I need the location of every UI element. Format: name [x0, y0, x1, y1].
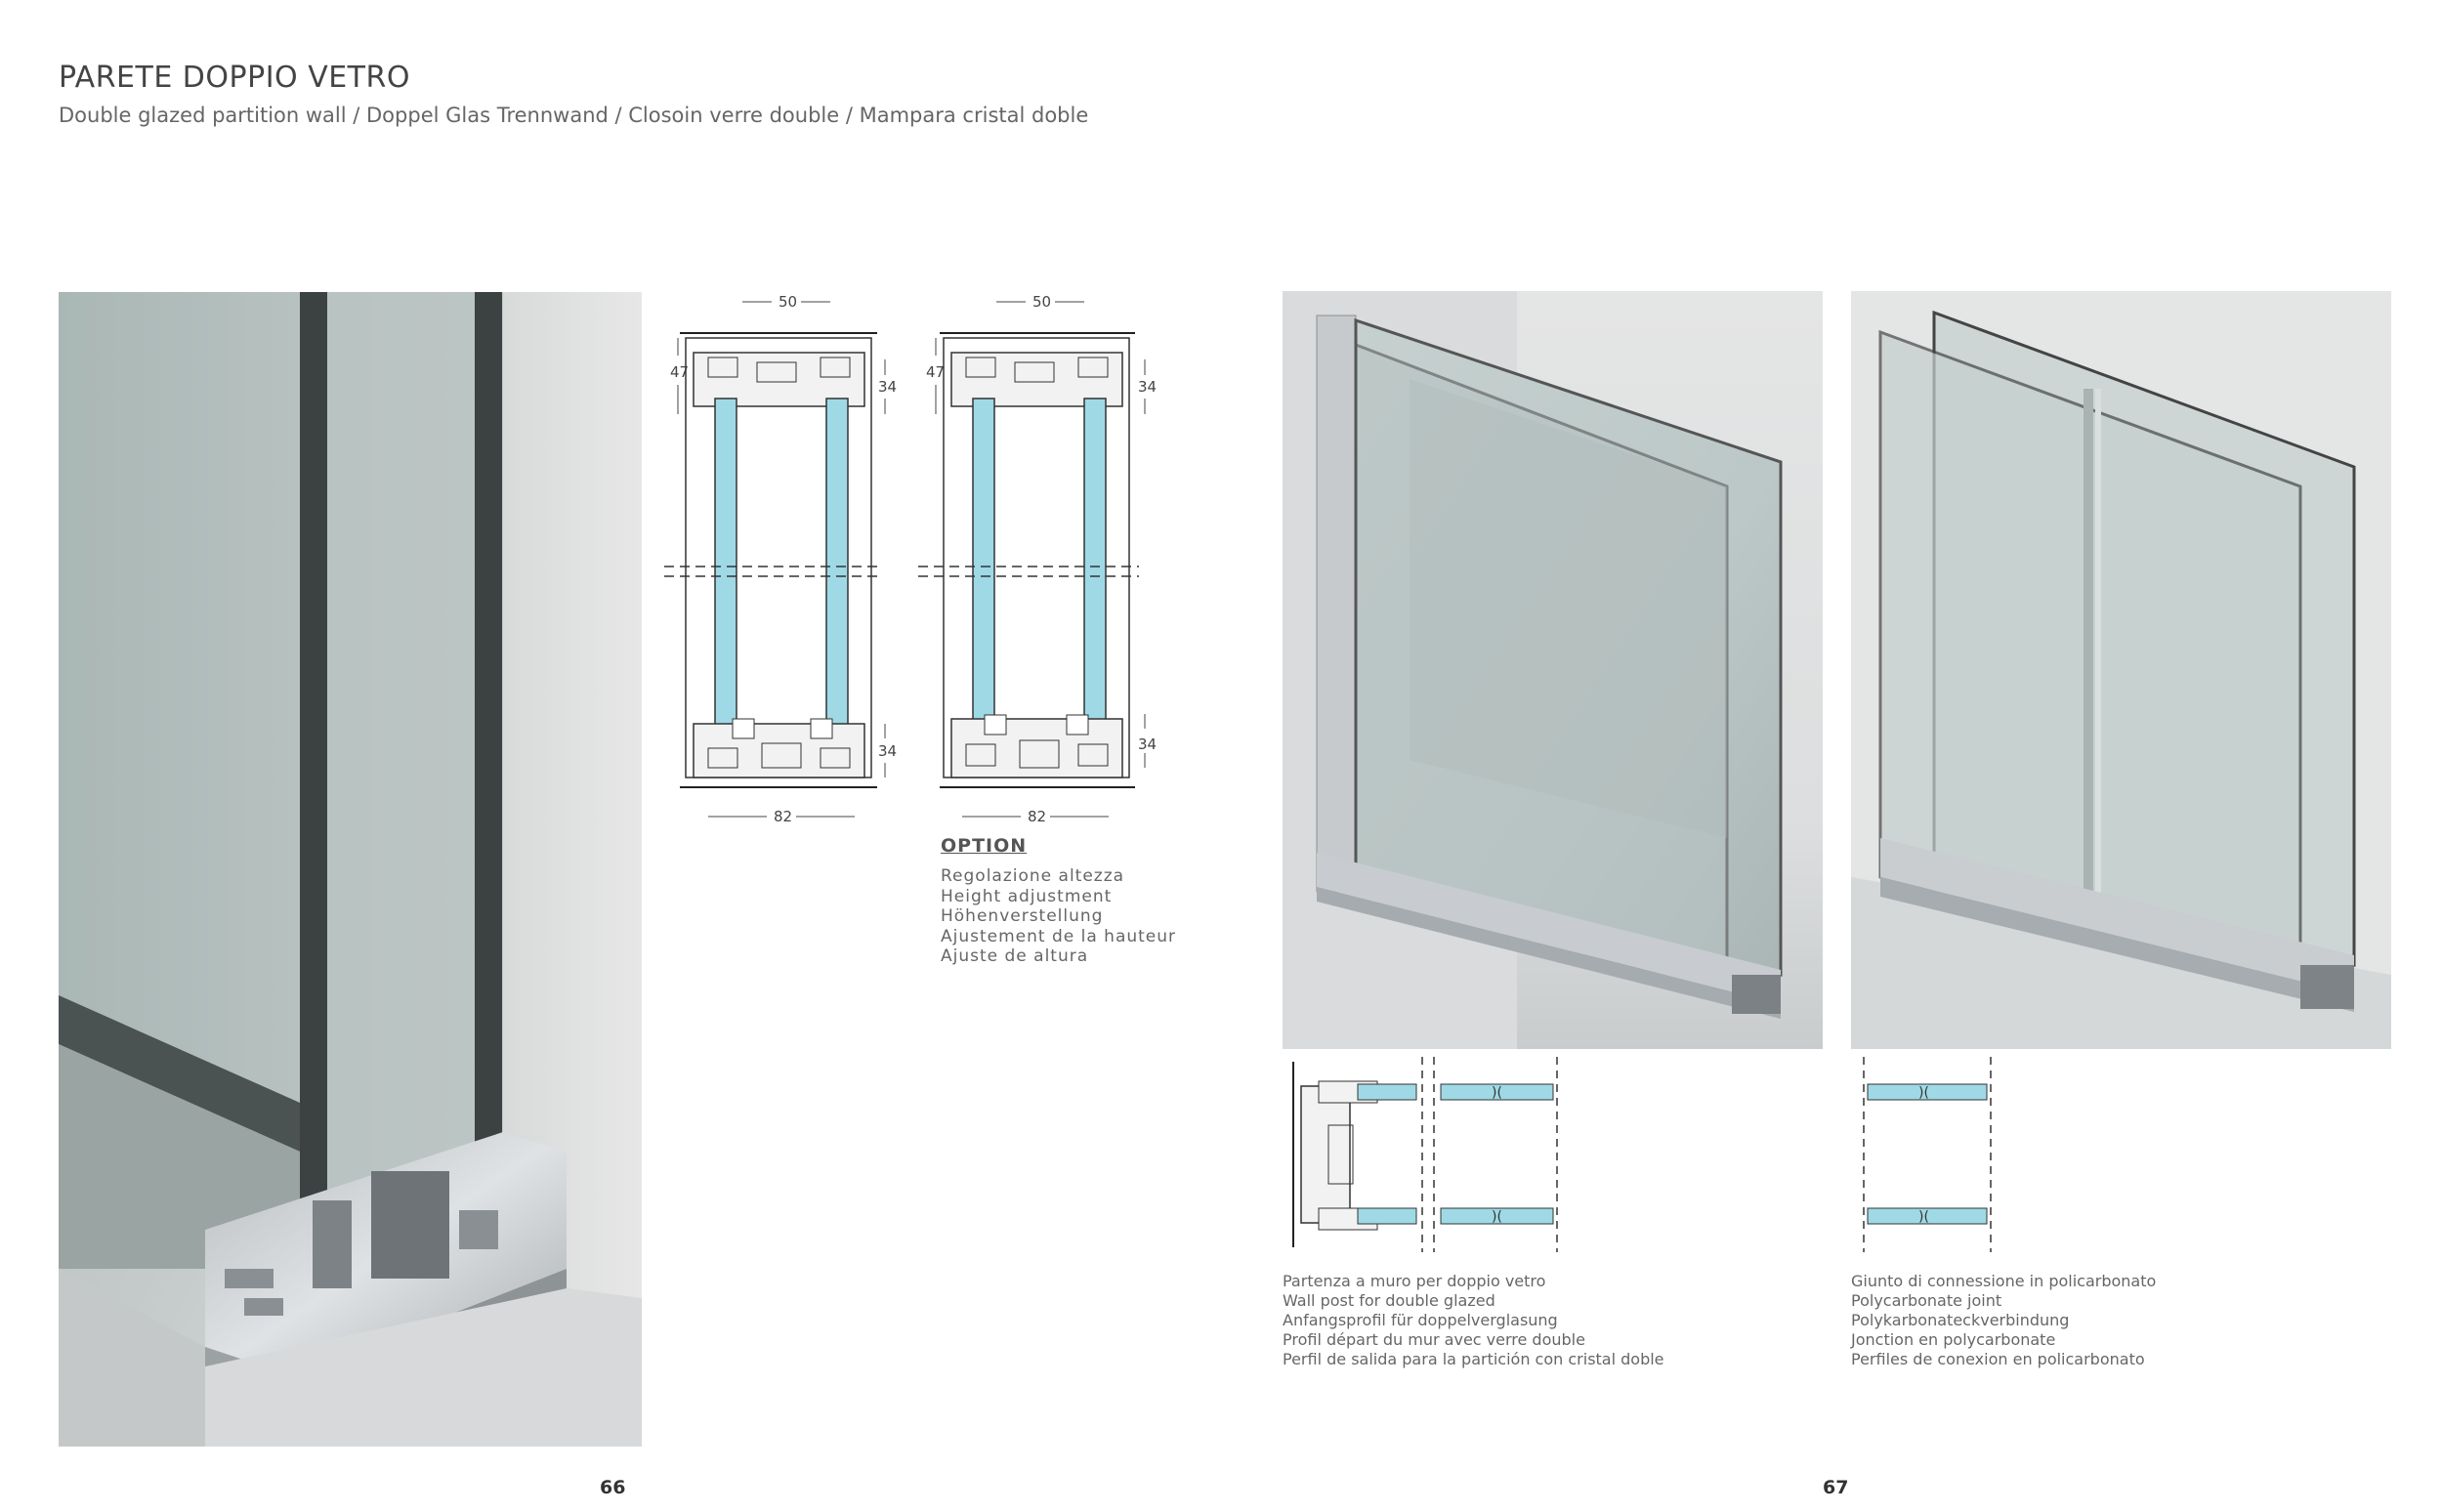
option-line: Ajustement de la hauteur — [941, 926, 1177, 946]
glass-wall-closeup-photo — [59, 292, 642, 1447]
svg-text:)(: )( — [1918, 1085, 1929, 1101]
caption-line: Polykarbonateckverbindung — [1851, 1311, 2070, 1329]
caption-line: Perfiles de conexion en policarbonato — [1851, 1350, 2145, 1368]
option-line: Ajuste de altura — [941, 946, 1089, 966]
svg-text:)(: )( — [1492, 1085, 1502, 1101]
section-drawing-right — [918, 289, 1162, 836]
caption-line: Partenza a muro per doppio vetro — [1283, 1272, 1546, 1290]
page-number-left: 66 — [600, 1477, 626, 1498]
page-number-right: 67 — [1823, 1477, 1849, 1498]
polycarbonate-joint-photo — [1851, 291, 2391, 1049]
option-line: Height adjustment — [941, 886, 1113, 906]
dim-right-top: 34 — [1138, 378, 1158, 396]
option-line: Höhenverstellung — [941, 906, 1104, 926]
dim-left-height: 47 — [926, 363, 946, 381]
caption-line: Wall post for double glazed — [1283, 1291, 1495, 1310]
dim-left-height: 47 — [670, 363, 690, 381]
caption-line: Polycarbonate joint — [1851, 1291, 2002, 1310]
wall-post-photo — [1283, 291, 1823, 1049]
joint-caption — [1851, 1272, 2156, 1369]
dim-bottom-width: 82 — [774, 808, 793, 825]
dim-right-bottom: 34 — [1138, 735, 1158, 753]
dim-right-top: 34 — [878, 378, 898, 396]
page-subtitle: Double glazed partition wall / Doppel Glas Trennwand / Closoin verre double / Mampara cristal doble — [59, 104, 1089, 127]
page-title: PARETE DOPPIO VETRO — [59, 61, 410, 95]
dim-top-width: 50 — [1032, 293, 1052, 311]
svg-text:)(: )( — [1918, 1209, 1929, 1225]
caption-line: Perfil de salida para la partición con cristal doble — [1283, 1350, 1664, 1368]
svg-text:)(: )( — [1492, 1209, 1502, 1225]
option-list — [941, 866, 1176, 967]
dim-top-width: 50 — [779, 293, 798, 311]
dim-bottom-width: 82 — [1028, 808, 1047, 825]
joint-section-drawing — [1856, 1057, 2002, 1252]
caption-line: Profil départ du mur avec verre double — [1283, 1330, 1585, 1349]
caption-line: Jonction en polycarbonate — [1851, 1330, 2056, 1349]
option-heading: OPTION — [941, 835, 1028, 857]
dim-right-bottom: 34 — [878, 742, 898, 760]
wall-post-section-drawing — [1289, 1057, 1563, 1252]
wall-post-caption — [1283, 1272, 1664, 1369]
option-line: Regolazione altezza — [941, 866, 1125, 886]
caption-line: Giunto di connessione in policarbonato — [1851, 1272, 2157, 1290]
caption-line: Anfangsprofil für doppelverglasung — [1283, 1311, 1558, 1329]
section-drawing-left — [664, 289, 908, 836]
